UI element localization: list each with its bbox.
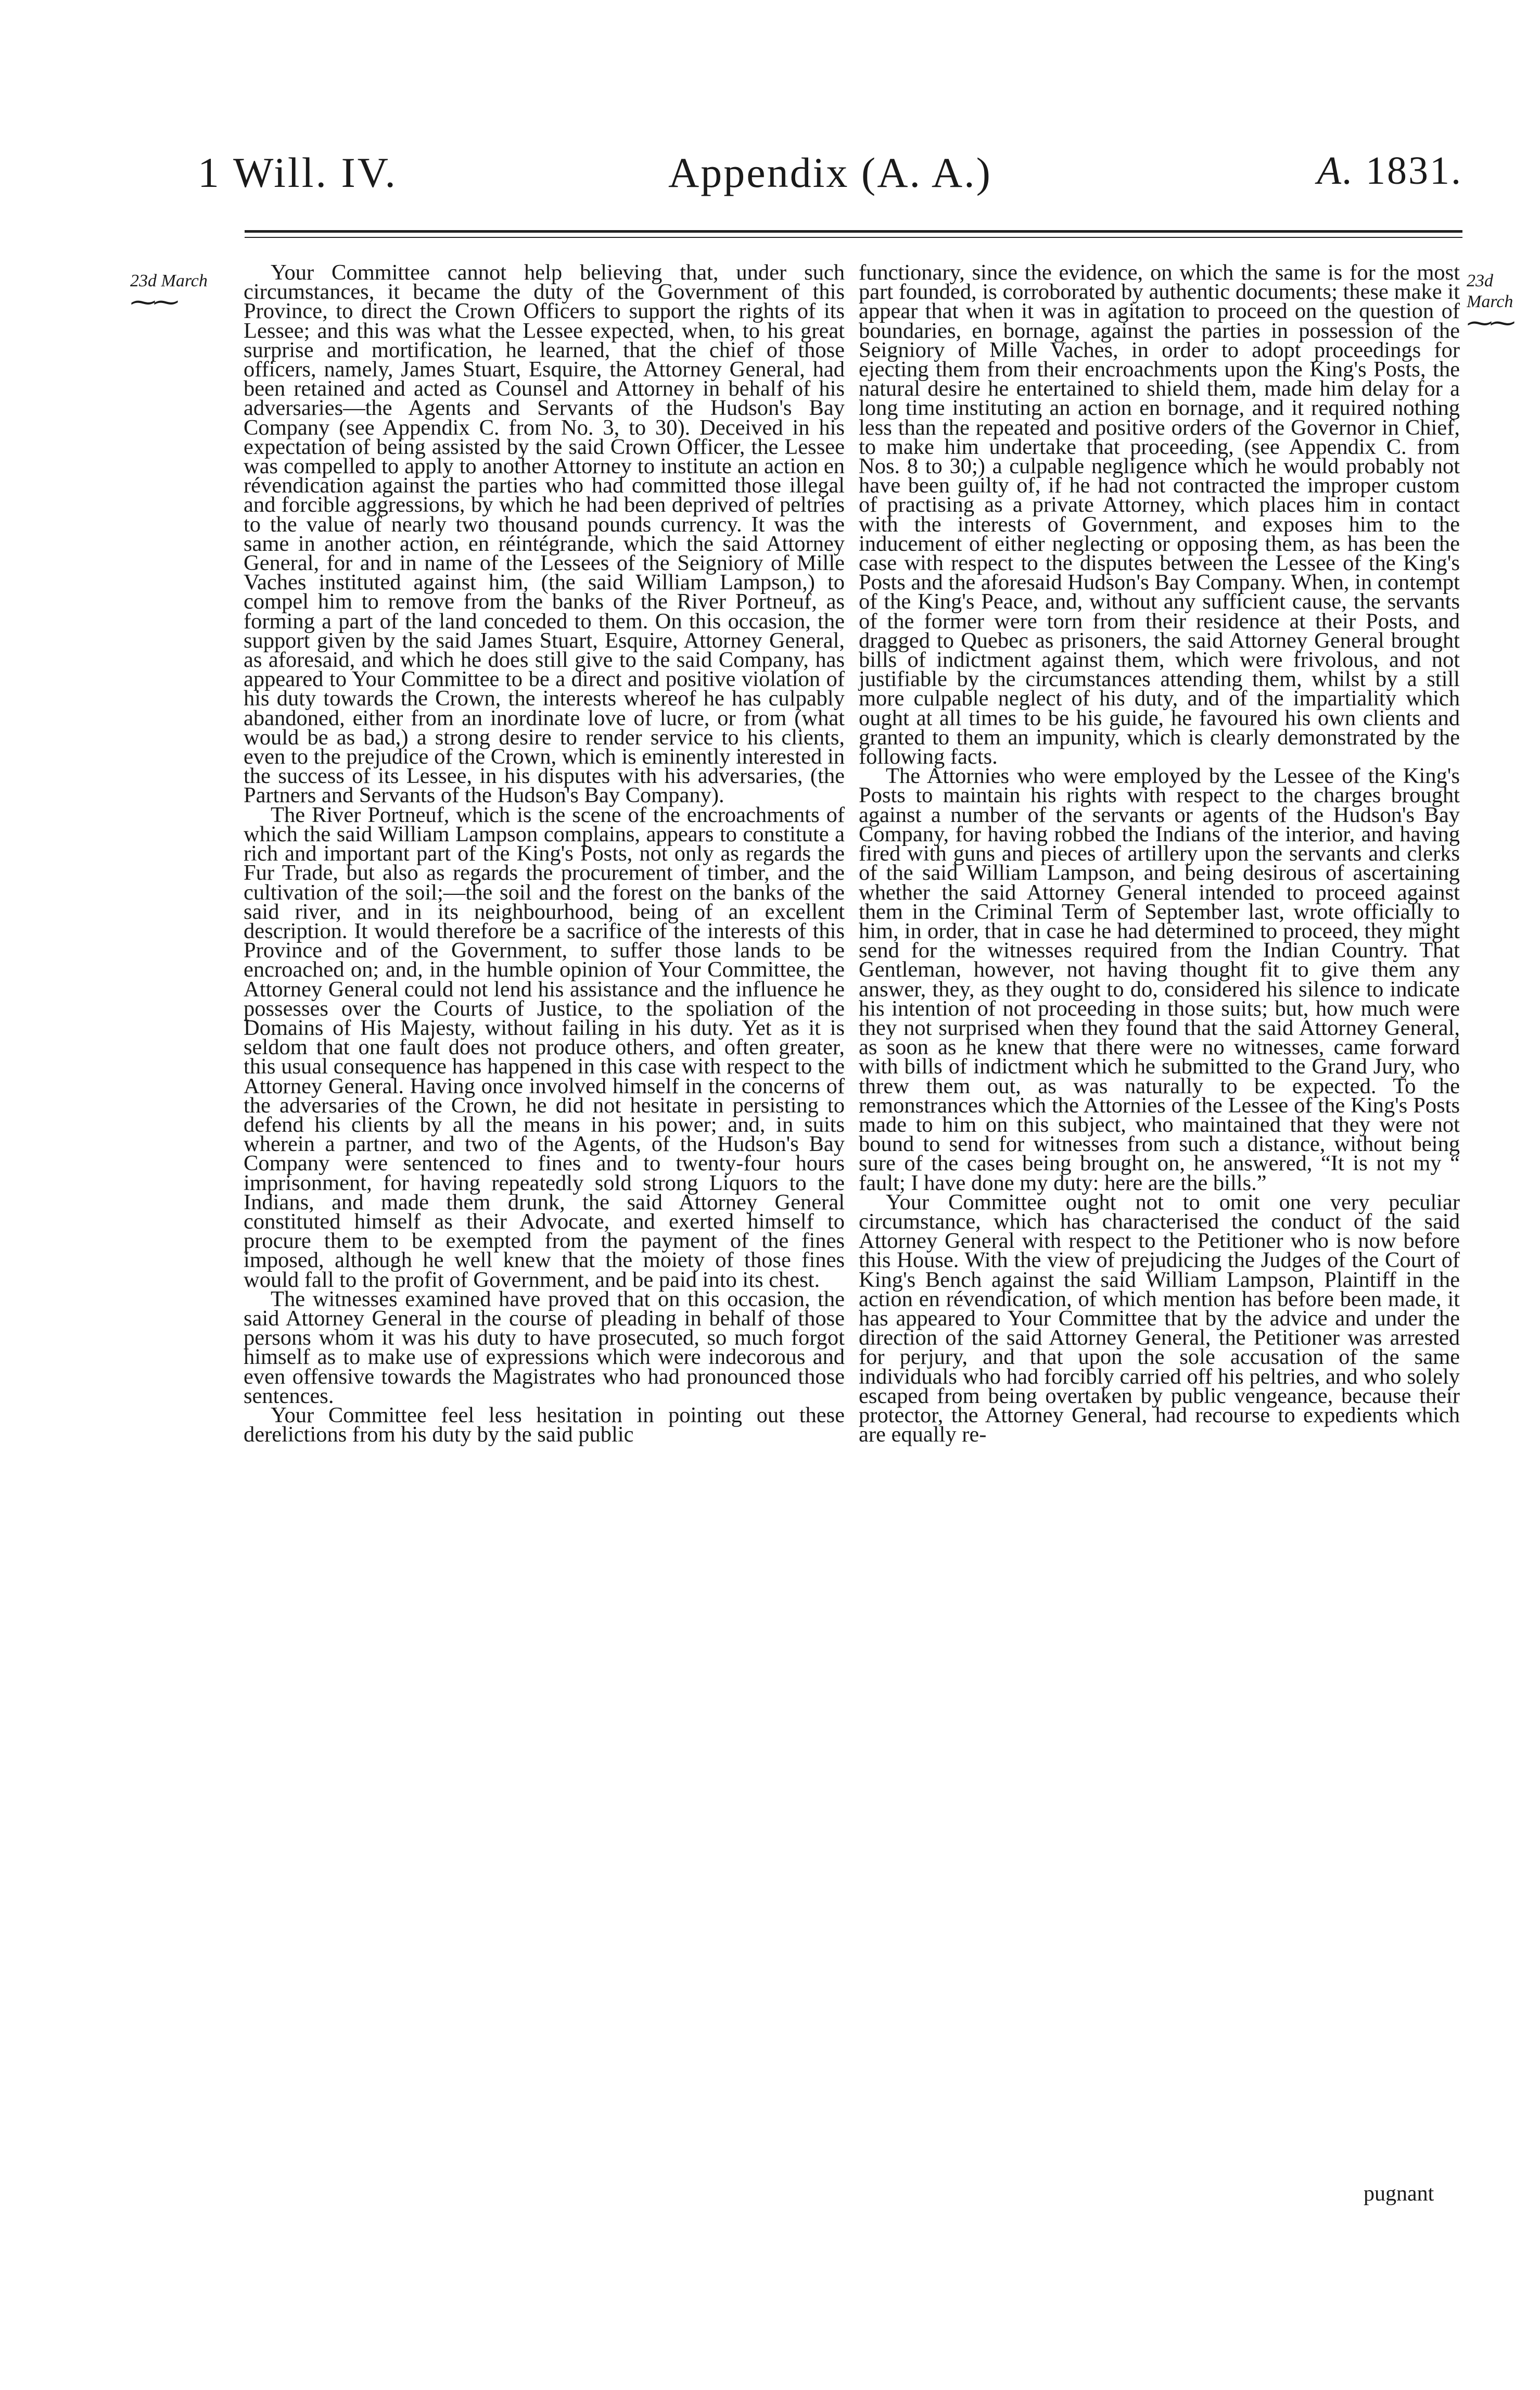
header-rule-thin (245, 237, 1462, 238)
paragraph: Your Committee ought not to omit one very peculiar circumstance, which has characterised the conduct of the said Attorney General with respect to the Petitioner who is now before this House. With the view of prejudicing the Judges of the Court of King's Bench against the said William Lampson, Plaintiff in the action en révendication, of which mention has before been made, it has appeared to Your Committee that by the advice and under the direction of the said Attorney General, the Petitioner was arrested for perjury, and that upon the sole accusation of the same individuals who had forcibly carried off his peltries, and who solely escaped from being overtaken by public vengeance, because their protector, the Attorney General, had recourse to expedients which are equally re- (859, 1190, 1460, 1447)
right-column (859, 260, 1460, 1447)
margin-date-right (1467, 271, 1540, 333)
paragraph: functionary, since the evidence, on which the same is for the most part founded, is corroborated by authentic documents; these make it appear that when it was in agitation to proceed on the question of boundaries, en bornage, against the parties in possession of the Seigniory of Mille Vaches, in order to adopt proceedings for ejecting them from their encroachments upon the King's Posts, the natural desire he entertained to shield them, made him delay for a long time instituting an action en bornage, and it required nothing less than the repeated and positive orders of the Governor in Chief, to make him undertake that proceeding, (see Appendix C. from Nos. 8 to 30;) a culpable negligence which he would probably not have been guilty of, if he had not contracted the improper custom of practising as a private Attorney, which places him in contact with the interests of Government, and exposes him to the inducement of either neglecting or opposing them, as has been the case with respect to the disputes between the Lessee of the King's Posts and the aforesaid Hudson's Bay Company. When, in contempt of the King's Peace, and, without any sufficient cause, the servants of the former were torn from their residence at their Posts, and dragged to Quebec as prisoners, the said Attorney General brought bills of indictment against them, which were frivolous, and not justifiable by the circumstances attending them, whilst by a still more culpable neglect of his duty, and of the impartiality which ought at all times to be his guide, he favoured his own clients and granted to them an impunity, which is clearly demonstrated by the following facts. (859, 260, 1460, 769)
page-year-letter: A. (1317, 149, 1354, 193)
swash-ornament-icon: ⁓⁓ (1467, 308, 1512, 333)
catchword: pugnant (1364, 2182, 1434, 2206)
header-rule-thick (245, 230, 1462, 233)
paragraph: Your Committee feel less hesitation in pointing out these derelictions from his duty by the said public (244, 1402, 845, 1447)
margin-date-left (130, 271, 239, 317)
page-year-number: 1831. (1366, 149, 1462, 193)
page-header (198, 148, 1462, 211)
swash-ornament-icon: ⁓⁓ (130, 287, 176, 317)
paragraph: Your Committee cannot help believing that, under such circumstances, it became the duty of the Government of this Province, to direct the Crown Officers to support the rights of its Lessee; and this was what the Lessee expected, when, to his great surprise and mortification, he learned, that the chief of those officers, namely, James Stuart, Esquire, the Attorney General, had been retained and acted as Counsel and Attorney in behalf of his adversaries—the Agents and Servants of the Hudson's Bay Company (see Appendix C. from No. 3, to 30). Deceived in his expectation of being assisted by the said Crown Officer, the Lessee was compelled to apply to another Attorney to institute an action en révendication against the parties who had committed those illegal and forcible aggressions, by which he had been deprived of peltries to the value of nearly two thousand pounds currency. It was the same in another action, en réintégrande, which the said Attorney General, for and in name of the Lessees of the Seigniory of Mille Vaches instituted against him, (the said William Lampson,) to compel him to remove from the banks of the River Portneuf, as forming a part of the land conceded to them. On this occasion, the support given by the said James Stuart, Esquire, Attorney General, as aforesaid, and which he does still give to the said Company, has appeared to Your Committee to be a direct and positive violation of his duty towards the Crown, the interests whereof he has culpably abandoned, either from an inordinate love of lucre, or from (what would be as bad,) a strong desire to render service to his clients, even to the prejudice of the Crown, which is eminently interested in the success of its Lessee, in his disputes with his adversaries, (the Partners and Servants of the Hudson's Bay Company). (244, 260, 845, 808)
paragraph: The River Portneuf, which is the scene of the encroachments of which the said William Lampson complains, appears to constitute a rich and important part of the King's Posts, not only as regards the Fur Trade, but also as regards the procurement of timber, and the cultivation of the soil;—the soil and the forest on the banks of the said river, and in its neighbourhood, being of an excellent description. It would therefore be a sacrifice of the interests of this Province and of the Government, to suffer those lands to be encroached on; and, in the humble opinion of Your Committee, the Attorney General could not lend his assistance and the influence he possesses over the Courts of Justice, to the spoliation of the Domains of His Majesty, without failing in his duty. Yet as it is seldom that one fault does not produce others, and often greater, this usual consequence has happened in this case with respect to the Attorney General. Having once involved himself in the concerns of the adversaries of the Crown, he did not hesitate in persisting to defend his clients by all the means in his power; and, in suits wherein a partner, and two of the Agents, of the Hudson's Bay Company were sentenced to fines and to twenty-four hours imprisonment, for having repeatedly sold strong Liquors to the Indians, and made them drunk, the said Attorney General constituted himself as their Advocate, and exerted himself to procure them to be exempted from the payment of the fines imposed, although he well knew that the moiety of those fines would fall to the profit of Government, and be paid into its chest. (244, 802, 845, 1292)
paragraph: The Attornies who were employed by the Lessee of the King's Posts to maintain his rights with respect to the charges brought against a number of the servants or agents of the Hudson's Bay Company, for having robbed the Indians of the interior, and having fired with guns and pieces of artillery upon the servants and clerks of the said William Lampson, and being desirous of ascertaining whether the said Attorney General intended to proceed against them in the Criminal Term of September last, wrote officially to him, in order, that in case he had determined to proceed, they might send for the witnesses required from the Indian Country. That Gentleman, however, not having thought fit to give them any answer, they, as they ought to do, considered his silence to indicate his intention of not proceeding in those suits; but, how much were they not surprised when they found that the said Attorney General, as soon as he knew that there were no witnesses, came forward with bills of indictment which he submitted to the Grand Jury, who threw them out, as was naturally to be expected. To the remonstrances which the Attornies of the Lessee of the King's Posts made to him on this subject, who maintained that they were not bound to send for witnesses from such a distance, without being sure of the cases being brought on, he answered, “It is not my “ fault; I have done my duty: here are the bills.” (859, 764, 1460, 1195)
paragraph: The witnesses examined have proved that on this occasion, the said Attorney General in the course of pleading in behalf of those persons whom it was his duty to have prosecuted, so much forgot himself as to make use of expressions which were indecorous and even offensive towards the Magistrates who had pronounced those sentences. (244, 1286, 845, 1408)
left-column (244, 260, 845, 1447)
margin-date-left-text: 23d March (130, 271, 208, 290)
running-title: Appendix (A. A.) (668, 149, 992, 196)
regnal-year: 1 Will. IV. (198, 149, 398, 196)
margin-date-right-text: 23d March (1467, 271, 1513, 311)
page-year (1317, 148, 1462, 194)
